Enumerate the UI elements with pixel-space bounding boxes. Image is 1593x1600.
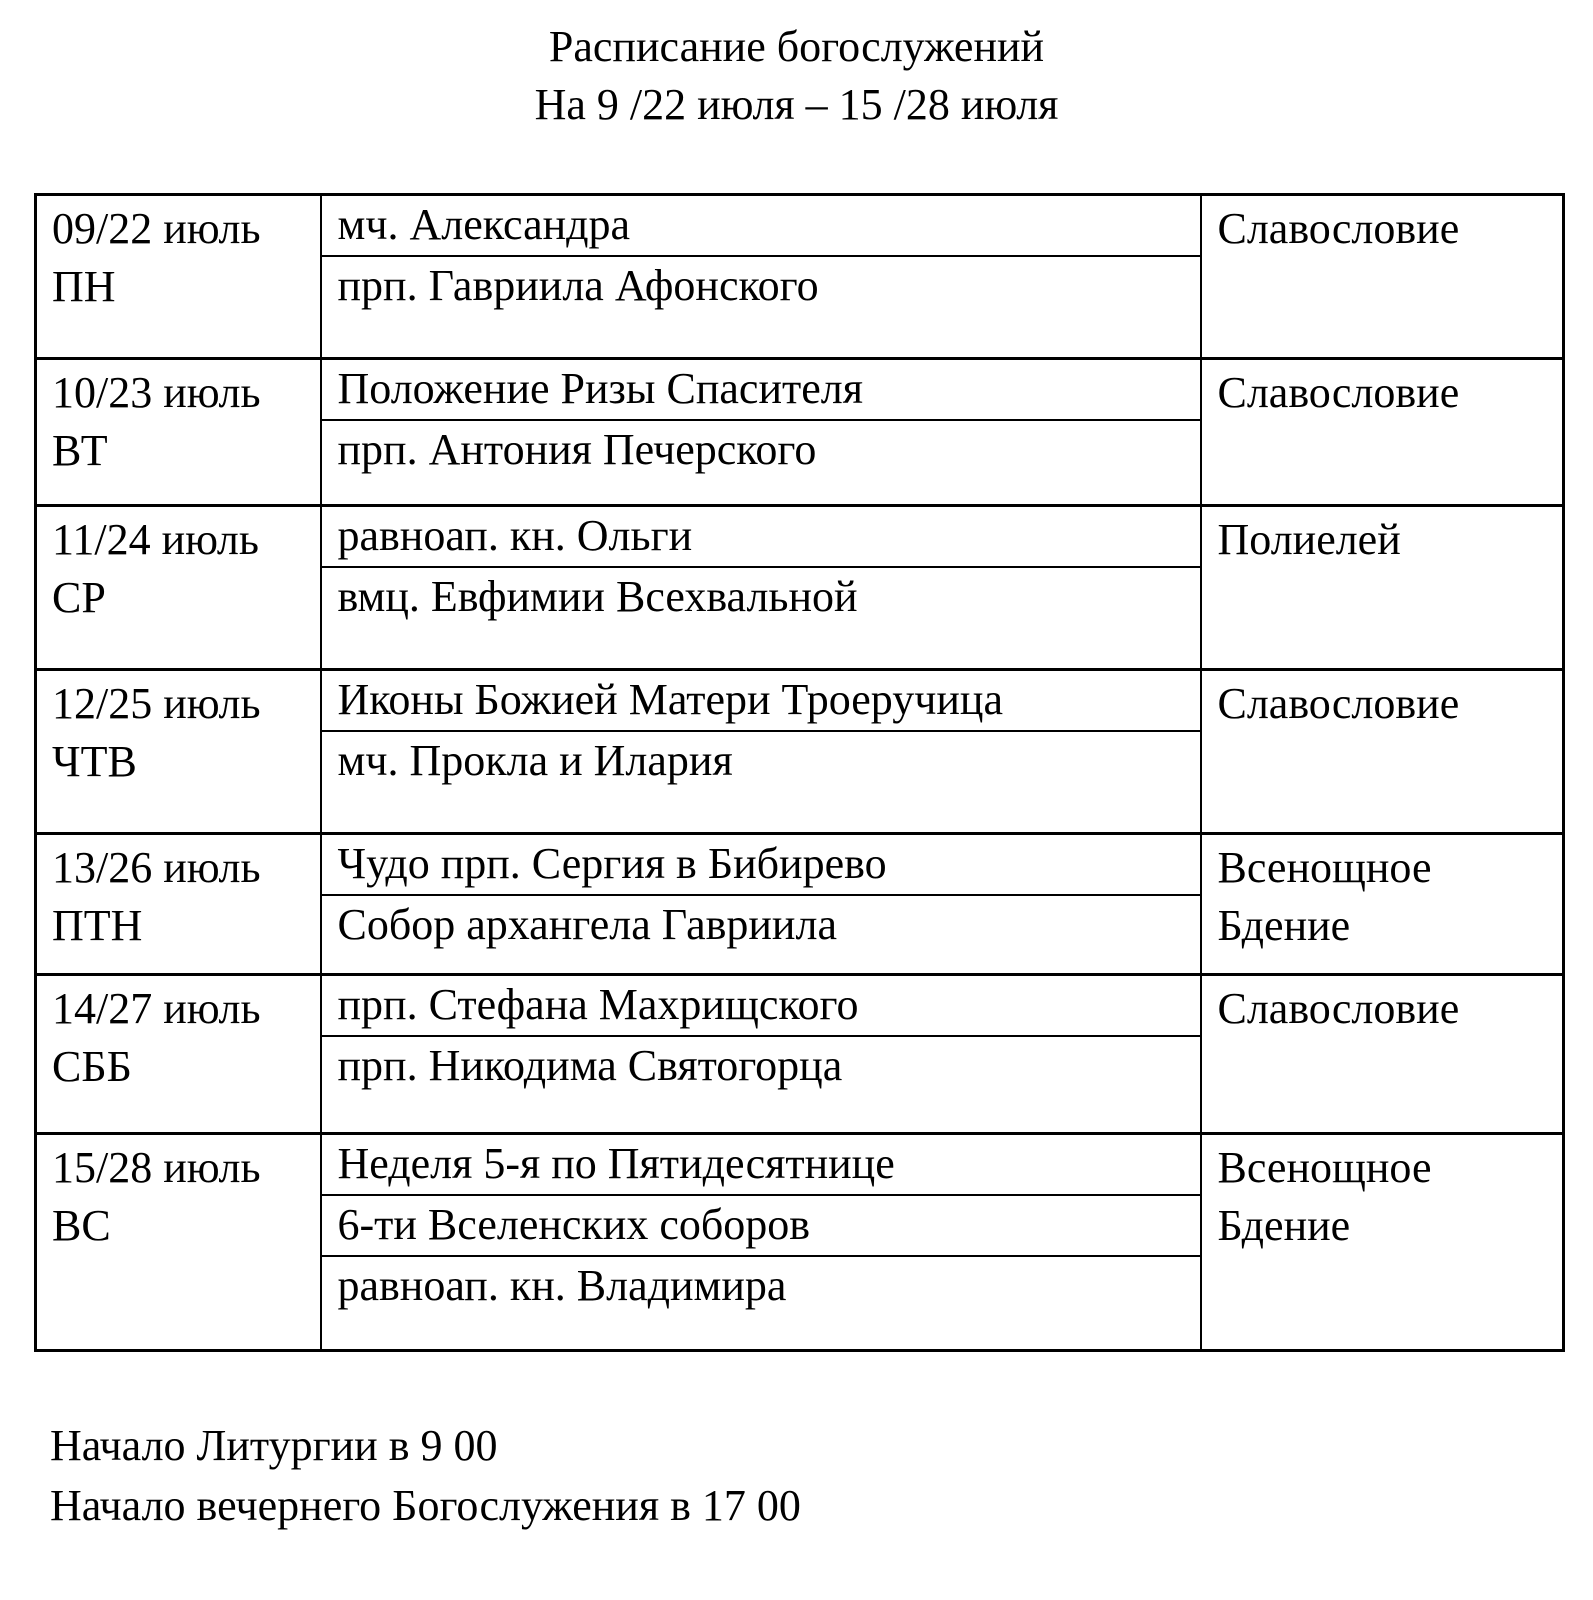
feast-item: Собор архангела Гавриила <box>337 900 837 949</box>
service-cell <box>1201 359 1564 506</box>
feast-item: мч. Александра <box>322 196 1200 257</box>
service-times-notes <box>50 1416 801 1536</box>
feast-item: прп. Никодима Святогорца <box>337 1041 843 1090</box>
service-cell <box>1201 670 1564 834</box>
feast-item: равноап. кн. Владимира <box>337 1261 787 1310</box>
date-cell <box>36 195 321 359</box>
table-row <box>36 506 1564 670</box>
service-label: Полиелей <box>1217 515 1401 564</box>
weekday-label: ВТ <box>52 426 108 475</box>
feast-item: прп. Антония Печерского <box>337 425 817 474</box>
schedule-period: На 9 /22 июля – 15 /28 июля <box>534 80 1059 129</box>
table-row <box>36 670 1564 834</box>
date-cell <box>36 975 321 1134</box>
service-label: Бдение <box>1217 901 1351 950</box>
service-cell <box>1201 506 1564 670</box>
feast-item: Неделя 5-я по Пятидесятнице <box>322 1135 1200 1196</box>
service-cell <box>1201 975 1564 1134</box>
date-label: 09/22 июль <box>52 204 261 253</box>
feast-item: вмц. Евфимии Всехвальной <box>337 572 858 621</box>
feast-item: равноап. кн. Ольги <box>322 507 1200 568</box>
feast-item: прп. Стефана Махрищского <box>322 976 1200 1037</box>
weekday-label: ЧТВ <box>52 737 137 786</box>
feasts-cell <box>321 670 1201 834</box>
table-row <box>36 1134 1564 1351</box>
service-label: Всенощное <box>1217 1143 1432 1192</box>
feasts-cell <box>321 1134 1201 1351</box>
date-cell <box>36 670 321 834</box>
table-row <box>36 359 1564 506</box>
table-row <box>36 975 1564 1134</box>
service-label: Славословие <box>1217 368 1460 417</box>
date-cell <box>36 1134 321 1351</box>
service-label: Бдение <box>1217 1201 1351 1250</box>
weekday-label: ПН <box>52 262 116 311</box>
feast-item: Положение Ризы Спасителя <box>322 360 1200 421</box>
date-label: 11/24 июль <box>52 515 259 564</box>
weekday-label: ПТН <box>52 901 143 950</box>
service-label: Всенощное <box>1217 843 1432 892</box>
table-row <box>36 195 1564 359</box>
weekday-label: СББ <box>52 1042 132 1091</box>
feasts-cell <box>321 975 1201 1134</box>
service-label: Славословие <box>1217 984 1460 1033</box>
evening-service-start-note: Начало вечернего Богослужения в 17 00 <box>50 1481 801 1530</box>
table-row <box>36 834 1564 975</box>
service-label: Славословие <box>1217 204 1460 253</box>
date-label: 15/28 июль <box>52 1143 261 1192</box>
feasts-cell <box>321 506 1201 670</box>
feasts-cell <box>321 195 1201 359</box>
feast-item: Чудо прп. Сергия в Бибирево <box>322 835 1200 896</box>
date-label: 12/25 июль <box>52 679 261 728</box>
service-cell <box>1201 834 1564 975</box>
page-title: Расписание богослужений <box>548 22 1045 71</box>
date-cell <box>36 359 321 506</box>
feast-item: 6-ти Вселенских соборов <box>322 1196 1200 1257</box>
liturgy-start-note: Начало Литургии в 9 00 <box>50 1421 498 1470</box>
schedule-table <box>34 193 1565 1352</box>
feast-item: прп. Гавриила Афонского <box>337 261 819 310</box>
weekday-label: ВС <box>52 1201 111 1250</box>
service-cell <box>1201 195 1564 359</box>
weekday-label: СР <box>52 573 106 622</box>
service-label: Славословие <box>1217 679 1460 728</box>
feast-item: мч. Прокла и Илария <box>337 736 733 785</box>
service-cell <box>1201 1134 1564 1351</box>
feasts-cell <box>321 834 1201 975</box>
date-label: 10/23 июль <box>52 368 261 417</box>
feast-item: Иконы Божией Матери Троеручица <box>322 671 1200 732</box>
date-cell <box>36 506 321 670</box>
date-label: 13/26 июль <box>52 843 261 892</box>
date-label: 14/27 июль <box>52 984 261 1033</box>
feasts-cell <box>321 359 1201 506</box>
date-cell <box>36 834 321 975</box>
